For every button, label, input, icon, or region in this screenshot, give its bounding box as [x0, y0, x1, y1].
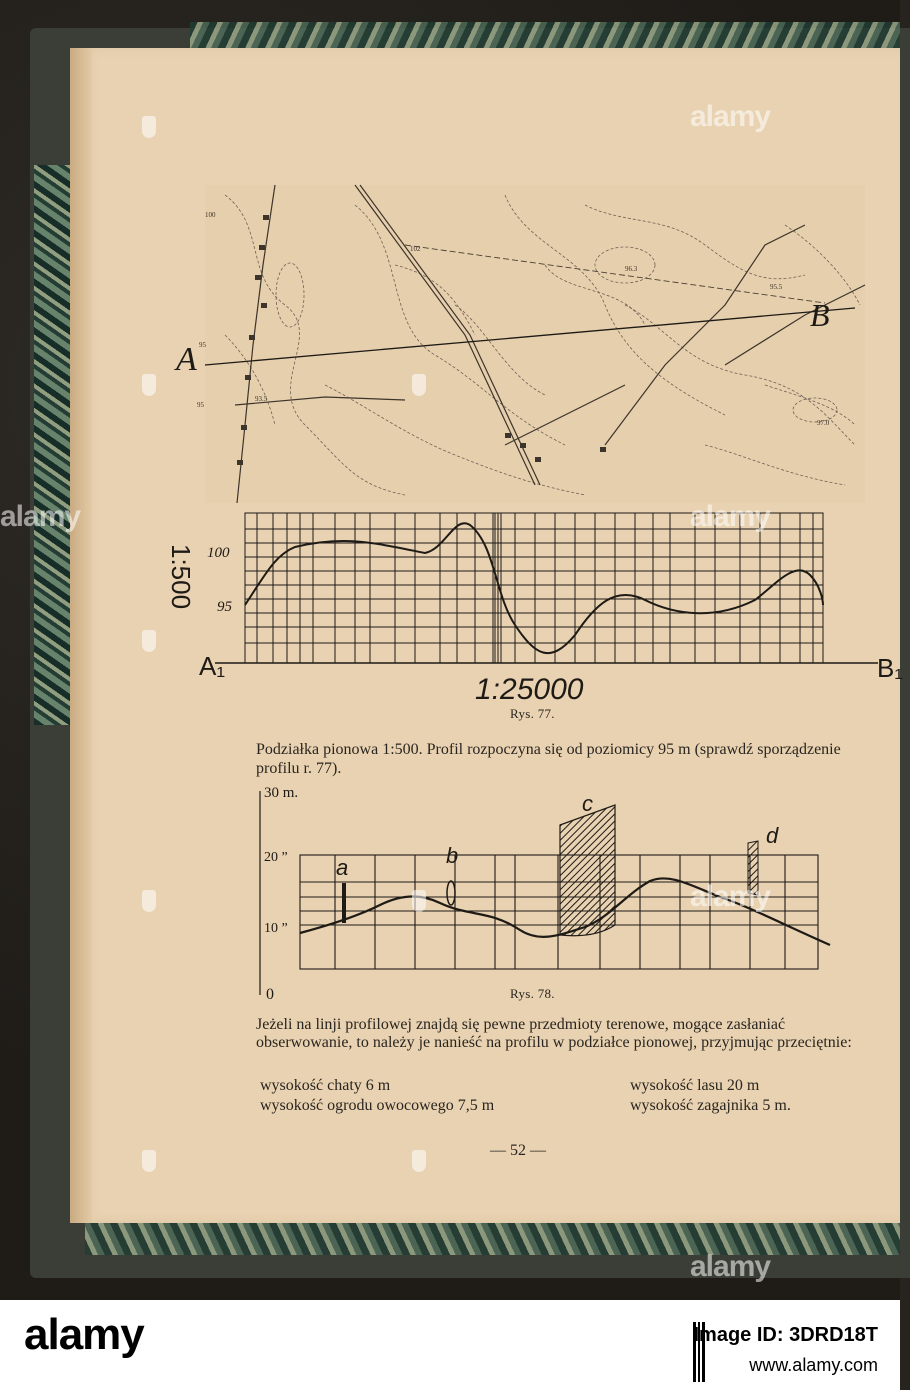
object-label-c: c: [582, 791, 593, 816]
image-id: Image ID: 3DRD18T: [693, 1324, 878, 1346]
height-item-forest: wysokość lasu 20 m: [630, 1077, 760, 1094]
watermark-badge: [412, 1150, 426, 1172]
figure-78-caption: Rys. 78.: [510, 986, 555, 1001]
watermark: alamy: [690, 100, 771, 133]
hut-marker-a: [342, 883, 346, 923]
map-height-label: 95.5: [770, 283, 783, 291]
y-label-95: 95: [217, 599, 232, 615]
svg-text:B: B: [810, 297, 830, 333]
profile-end-label: B₁: [877, 653, 904, 683]
map-height-label: 100: [205, 211, 216, 219]
watermark-badge: [412, 374, 426, 396]
watermark-badge: [142, 116, 156, 138]
map-height-label: 102: [410, 245, 421, 253]
map-height-label: 95: [197, 401, 204, 409]
orchard-marker-b: [447, 881, 455, 905]
height-item-orchard: wysokość ogrodu owocowego 7,5 m: [260, 1097, 495, 1114]
stock-url: www.alamy.com: [749, 1355, 878, 1375]
topographic-map: [197, 185, 865, 503]
watermark: alamy: [0, 500, 81, 533]
page-number: — 52 —: [490, 1142, 546, 1159]
figure-77-caption: Rys. 77.: [510, 706, 555, 721]
watermark-badge: [412, 890, 426, 912]
map-point-b-label: [800, 286, 860, 336]
stock-footer-info: [694, 1324, 879, 1376]
vertical-scale-label: [160, 540, 200, 640]
page-gutter: [70, 48, 92, 1223]
watermark: alamy: [690, 500, 771, 533]
profile-chart-77: [195, 505, 904, 706]
object-label-a: a: [336, 855, 349, 880]
paragraph-objects-note: Jeżeli na linji profilowej znajdą się pewne przedmioty terenowe, mogące zasłaniać obserwowanie, to należy je nanieść na profilu w podziałce pionowej, przyjmując przeciętnie:: [256, 1016, 852, 1051]
watermark: alamy: [690, 1250, 771, 1283]
svg-text:1:500: 1:500: [166, 544, 196, 610]
map-point-a-label: [160, 320, 220, 380]
paragraph-scale-note: Podziałka pionowa 1:500. Profil rozpoczyna się od poziomicy 95 m (sprawdź sporządzenie profilu r. 77).: [256, 741, 841, 777]
svg-text:A: A: [176, 341, 197, 378]
object-label-b: b: [446, 843, 459, 868]
height-item-hut: wysokość chaty 6 m: [260, 1077, 391, 1094]
horizontal-scale-label: 1:25000: [475, 673, 584, 706]
map-height-label: 93.5: [255, 395, 268, 403]
marbled-endpaper: [34, 165, 72, 725]
forest-block-c: [560, 805, 615, 936]
object-label-d: d: [766, 823, 779, 848]
map-height-label: 95: [199, 341, 206, 349]
y-label-10: 10 ”: [264, 921, 288, 936]
y-label-30: 30 m.: [264, 785, 299, 801]
watermark-badge: [142, 890, 156, 912]
y-label-100: 100: [207, 545, 230, 561]
watermark-badge: [142, 374, 156, 396]
y-label-0: 0: [266, 986, 274, 1003]
stock-logo: alamy: [24, 1310, 144, 1359]
map-height-label: 96.3: [625, 265, 638, 273]
watermark: alamy: [690, 880, 771, 913]
watermark-badge: [142, 1150, 156, 1172]
map-height-label: 97.0: [817, 419, 830, 427]
y-label-20: 20 ”: [264, 850, 288, 865]
profile-start-label: A₁: [199, 651, 226, 681]
watermark-badge: [142, 630, 156, 652]
height-item-thicket: wysokość zagajnika 5 m.: [630, 1097, 791, 1114]
